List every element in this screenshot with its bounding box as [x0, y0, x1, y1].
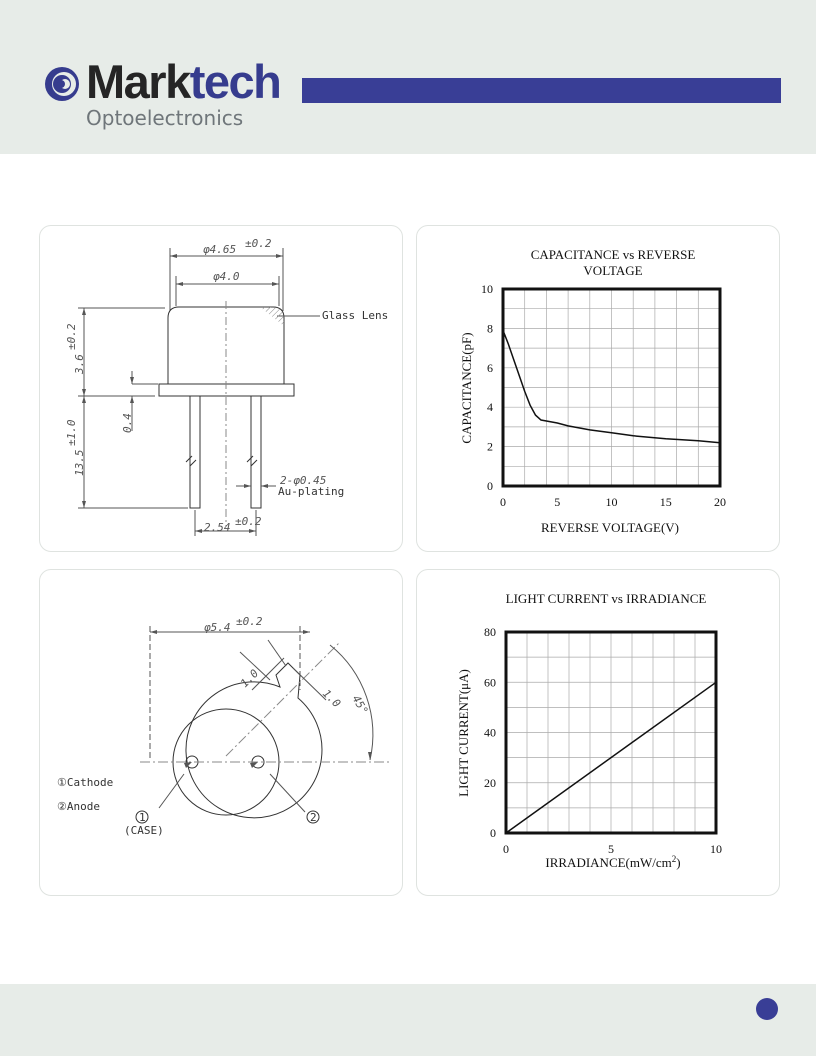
- flange-thickness-label: 0.4: [121, 413, 134, 433]
- legend-cathode: ①Cathode: [57, 776, 114, 789]
- plating-label: Au-plating: [278, 485, 345, 498]
- outer-diameter-label: φ4.65: [203, 243, 237, 256]
- chart1-y-tick-label: 10: [481, 282, 493, 296]
- can-height-tolerance: ±0.2: [65, 323, 78, 350]
- lead-length-label: 13.5: [73, 449, 86, 476]
- chart1-y-tick-label: 8: [487, 321, 493, 336]
- chart2-x-axis-label-sup: 2: [671, 854, 677, 864]
- chart2-x-axis-label-main: IRRADIANCE(mW/cm: [545, 855, 672, 870]
- chart2-x-tick-label: 5: [608, 842, 614, 856]
- light-current-chart: [417, 570, 779, 895]
- chart1-y-tick-label: 6: [487, 360, 493, 375]
- glass-lens-label: Glass Lens: [322, 309, 389, 322]
- brand-tagline: Optoelectronics: [86, 106, 244, 130]
- pin1-marker: 1: [139, 811, 146, 824]
- case-label: (CASE): [124, 824, 164, 837]
- dimension-drawing-panel: [39, 225, 403, 552]
- lead-length-tolerance: ±1.0: [65, 419, 78, 446]
- pitch-tolerance: ±0.2: [235, 515, 262, 528]
- bottom-view-drawing: [40, 570, 402, 895]
- chart2-y-tick-label: 0: [490, 826, 496, 840]
- chart2-y-tick-label: 80: [484, 625, 496, 639]
- chart2-x-tick-label: 0: [503, 842, 509, 856]
- inner-diameter-label: φ4.0: [213, 270, 240, 283]
- chart1-x-tick-label: 20: [714, 495, 726, 509]
- chart1-y-tick-label: 2: [487, 439, 493, 454]
- header-accent-bar: [302, 78, 781, 103]
- chart2-y-tick-label: 20: [484, 775, 496, 790]
- capacitance-chart-panel: [416, 225, 780, 552]
- bottom-view-panel: [39, 569, 403, 896]
- side-view-drawing: [40, 226, 402, 551]
- tab-dimension-2: 1.0: [319, 686, 344, 711]
- legend-anode: ②Anode: [57, 800, 100, 813]
- chart1-x-tick-label: 0: [500, 495, 506, 509]
- tab-dimension-1: 1.0: [237, 666, 262, 691]
- brand-part-2: tech: [189, 55, 281, 108]
- chart1-x-tick-label: 15: [659, 495, 672, 509]
- lead-diameter-label: 2-φ0.45: [280, 474, 327, 487]
- brand-logo: [86, 55, 281, 108]
- chart2-title: LIGHT CURRENT vs IRRADIANCE: [505, 591, 707, 606]
- brand-part-1: Mark: [86, 55, 190, 108]
- tab-angle-label: 45°: [349, 693, 371, 717]
- chart1-y-axis-label: CAPACITANCE(pF): [459, 332, 474, 444]
- light-current-chart-panel: [416, 569, 780, 896]
- pin2-marker: 2: [310, 811, 317, 824]
- chart1-y-tick-label: 4: [487, 400, 493, 415]
- can-height-label: 3.6: [73, 354, 86, 374]
- chart2-y-axis-label: LIGHT CURRENT(μA): [456, 669, 471, 797]
- outer-diameter-tolerance: ±0.2: [245, 237, 272, 250]
- chart1-x-tick-label: 5: [554, 495, 561, 509]
- chart2-y-tick-label: 60: [484, 675, 496, 690]
- chart2-x-axis-label: [545, 854, 680, 870]
- page-header: [0, 0, 816, 154]
- chart1-title-line1: CAPACITANCE vs REVERSE: [530, 247, 696, 262]
- chart1-y-tick-label: 0: [487, 479, 493, 493]
- chart2-x-tick-label: 10: [710, 842, 722, 856]
- chart1-x-tick-label: 10: [605, 495, 618, 509]
- bottom-diameter-tolerance: ±0.2: [236, 615, 263, 628]
- page-marker-dot: [756, 998, 778, 1020]
- capacitance-chart: [417, 226, 779, 551]
- chart1-x-axis-label: REVERSE VOLTAGE(V): [541, 520, 679, 535]
- chart2-y-tick-label: 40: [484, 725, 496, 740]
- bottom-diameter-label: φ5.4: [204, 621, 231, 634]
- chart2-x-axis-label-end: ): [676, 855, 681, 870]
- chart1-title-line2: VOLTAGE: [583, 263, 643, 278]
- logo-mark-icon: [44, 66, 80, 102]
- page-footer: [0, 984, 816, 1056]
- pitch-label: 2.54: [204, 521, 231, 534]
